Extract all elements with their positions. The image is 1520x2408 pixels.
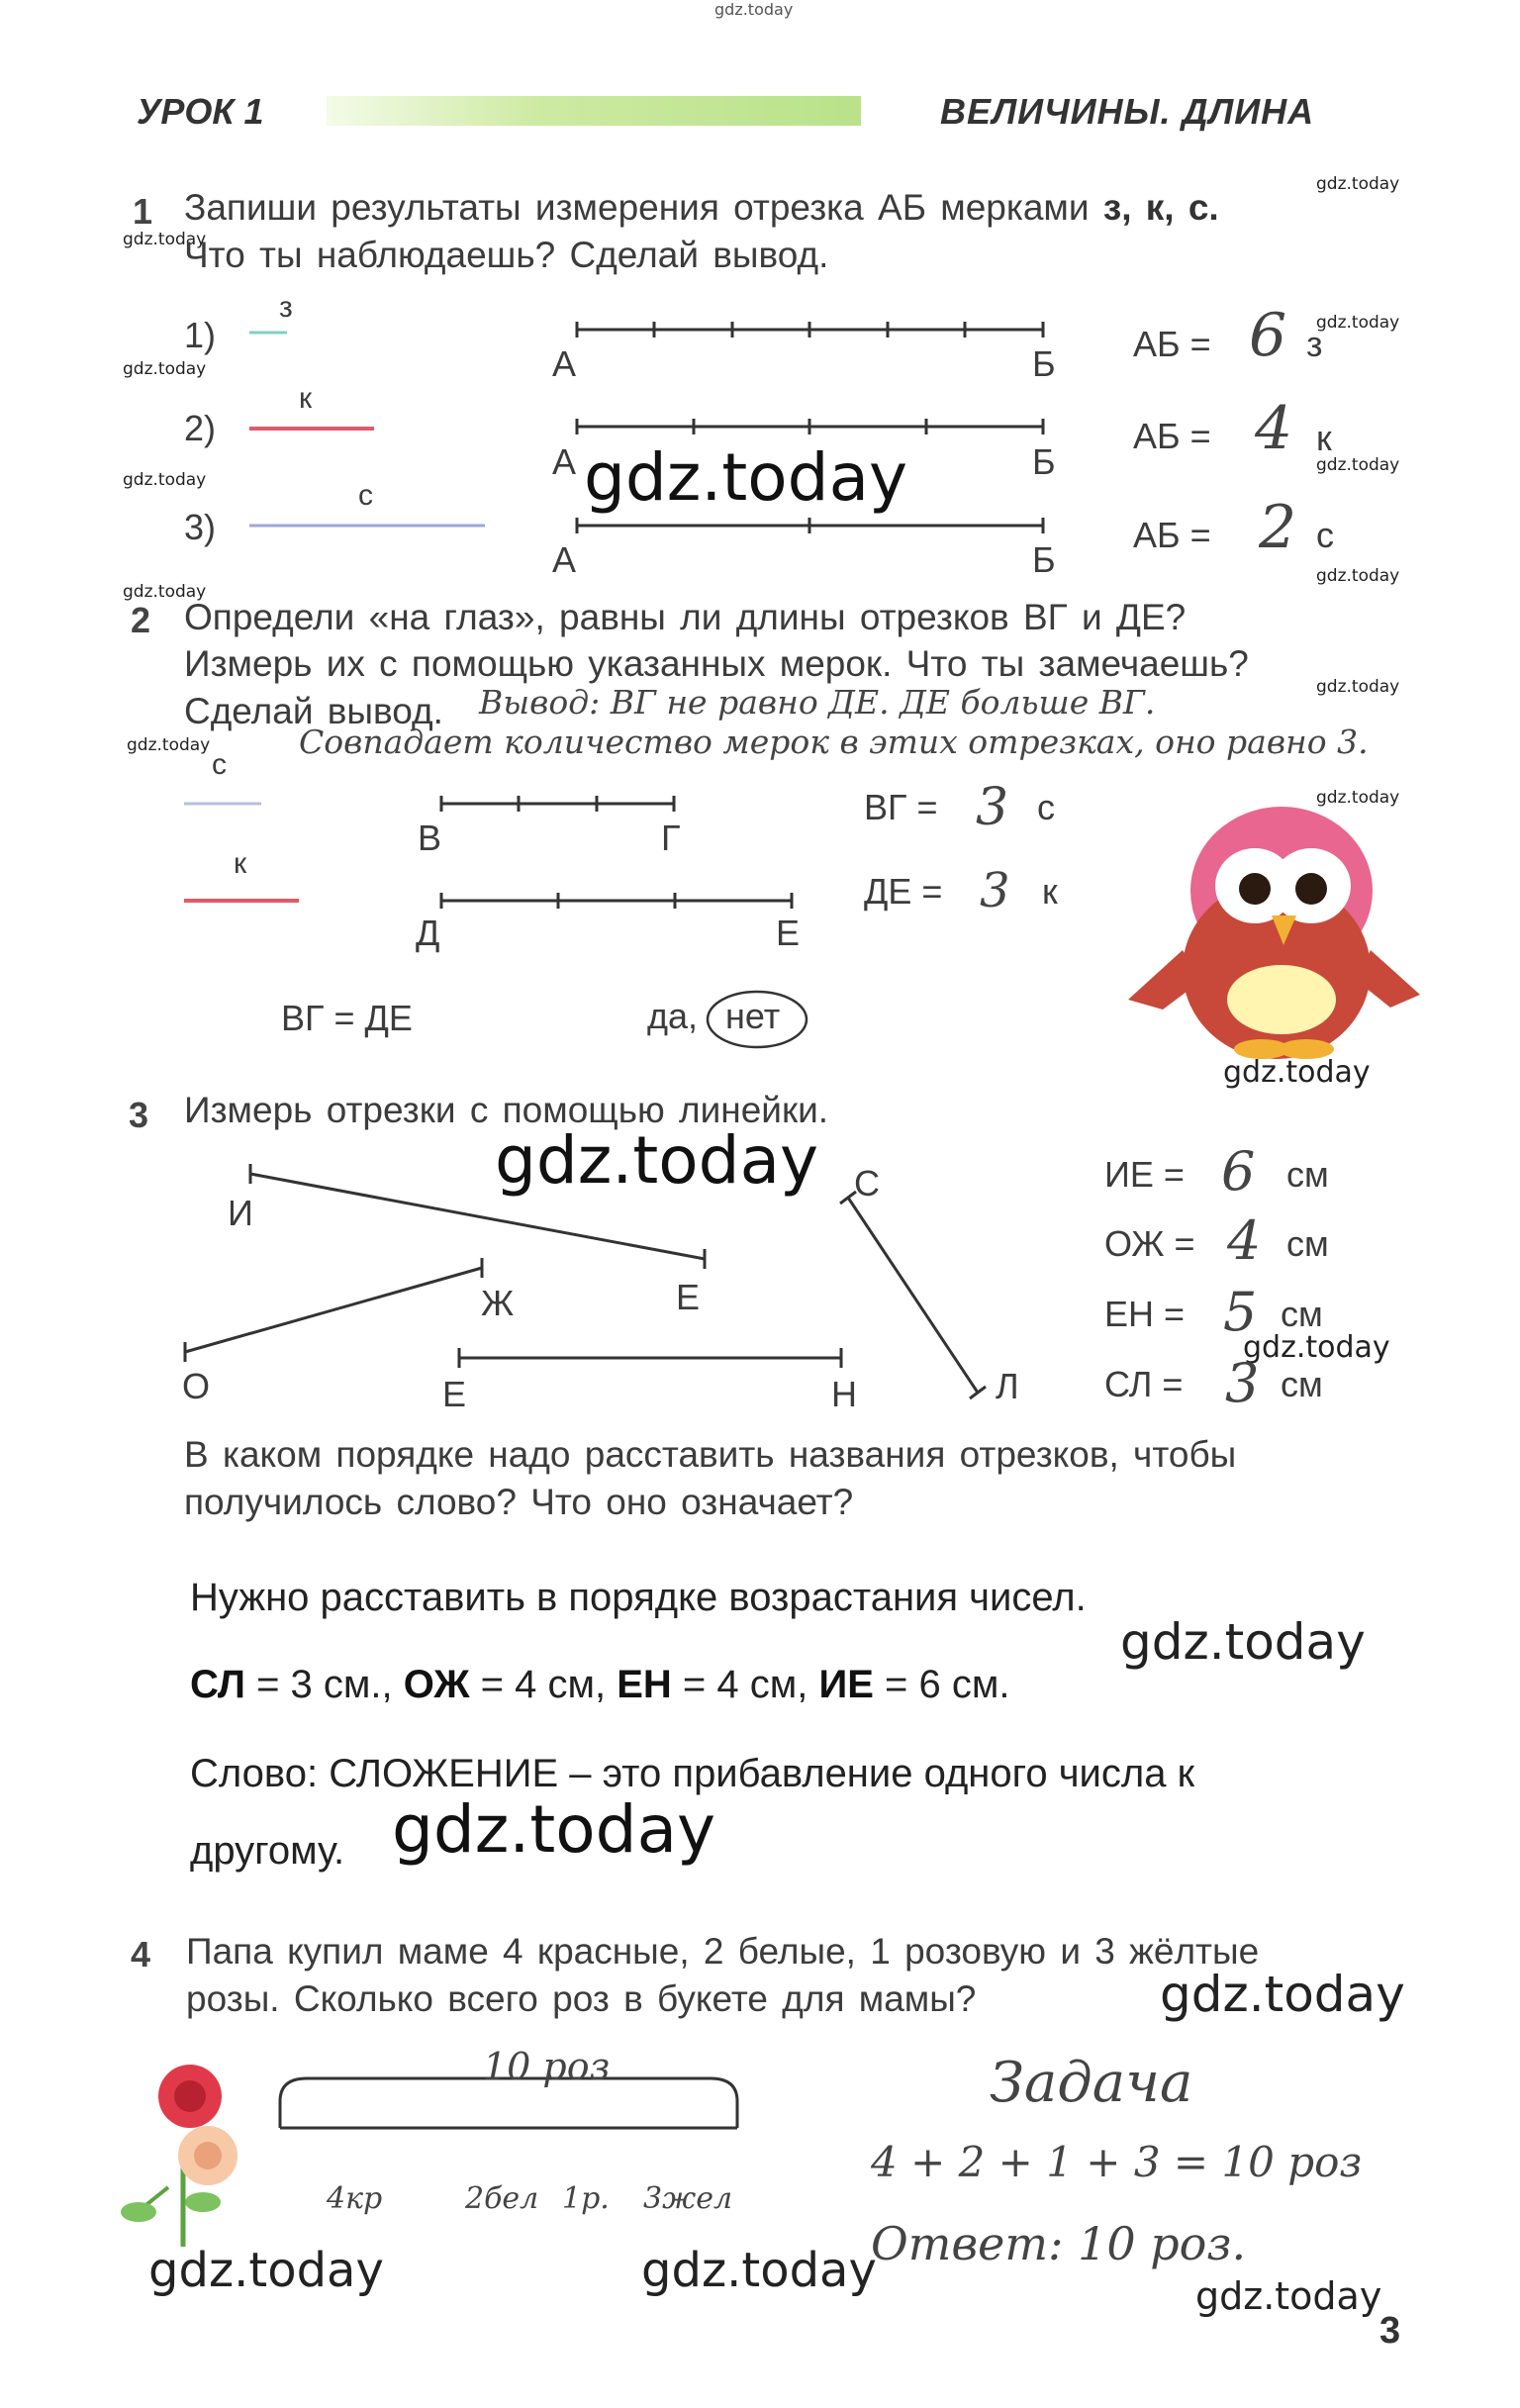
task4-line1: Папа купил маме 4 красные, 2 белые, 1 розовую и 3 жёлтые: [186, 1931, 1260, 1972]
point-label: И: [228, 1193, 253, 1233]
task2-line2: Измерь их с помощью указанных мерок. Что ты замечаешь?: [184, 643, 1249, 684]
watermark-large: gdz.today: [495, 1122, 819, 1199]
handwritten-expression: 4 + 2 + 1 + 3 = 10 роз: [871, 2138, 1363, 2186]
task2-line3: Сделай вывод.: [184, 691, 443, 731]
point-label: А: [552, 343, 577, 384]
equation-label: СЛ =: [1104, 1364, 1184, 1404]
watermark: gdz.today: [127, 735, 211, 755]
unit-label: см: [1286, 1223, 1329, 1264]
unit-label: к: [1316, 418, 1332, 458]
watermark: gdz.today: [1120, 1613, 1366, 1671]
brace-part-label: 3жел: [643, 2181, 733, 2216]
answer-line-2: [190, 1663, 1009, 1707]
answer-text: = 6 см.: [873, 1663, 1010, 1706]
watermark: gdz.today: [1160, 1966, 1405, 2023]
task-number: 2: [131, 600, 151, 640]
option-no: нет: [725, 996, 781, 1036]
unit-label: к: [1042, 871, 1058, 912]
handwritten-value: 4: [1227, 1209, 1262, 1272]
handwritten-conclusion-1: Вывод: ВГ не равно ДЕ. ДЕ больше ВГ.: [479, 683, 1156, 722]
unit-label: з: [1306, 324, 1323, 364]
answer-line-1: Нужно расставить в порядке возрастания чисел.: [190, 1576, 1087, 1619]
task4-line2: розы. Сколько всего роз в букете для мамы?: [186, 1978, 977, 2019]
equation-label: ЕН =: [1104, 1294, 1186, 1334]
unit-label: с: [1316, 515, 1334, 555]
watermark: gdz.today: [123, 230, 207, 249]
equation-label: АБ =: [1133, 324, 1211, 364]
handwritten-value: 6: [1221, 1140, 1256, 1203]
handwritten-value: 6: [1249, 301, 1287, 370]
watermark: gdz.today: [123, 470, 207, 490]
segment-ab-2: [577, 419, 1043, 434]
option-yes: да,: [647, 996, 699, 1036]
watermark: gdz.today: [1243, 1330, 1390, 1365]
watermark-large: gdz.today: [392, 1791, 716, 1868]
handwritten-answer: Ответ: 10 роз.: [871, 2217, 1247, 2270]
point-label: Г: [661, 818, 681, 858]
watermark: gdz.today: [1316, 677, 1400, 697]
task3-question-2: получилось слово? Что оно означает?: [184, 1482, 854, 1522]
topic-title: ВЕЛИЧИНЫ. ДЛИНА: [940, 91, 1315, 132]
segment-ab-3: [577, 518, 1043, 533]
task1-measures: з, к, с.: [1102, 187, 1219, 228]
row-index: 1): [184, 315, 217, 355]
page-number: 3: [1379, 2310, 1401, 2352]
row-index: 2): [184, 408, 217, 448]
equation-label: АБ =: [1133, 416, 1211, 456]
task2-line1: Определи «на глаз», равны ли длины отрезков ВГ и ДЕ?: [184, 597, 1187, 637]
segment-de: [441, 893, 792, 909]
lesson-title: УРОК 1: [137, 91, 264, 132]
watermark: gdz.today: [1316, 313, 1400, 333]
watermark: gdz.today: [148, 2243, 384, 2298]
handwritten-value: 2: [1259, 493, 1297, 562]
task3-line1: Измерь отрезки с помощью линейки.: [184, 1090, 829, 1130]
segment-ab-1: [577, 322, 1043, 337]
segment-en: [459, 1348, 841, 1368]
measure-label: з: [279, 291, 293, 324]
answer-bold: СЛ: [190, 1663, 245, 1706]
task-number: 3: [129, 1095, 149, 1135]
watermark: gdz.today: [1195, 2274, 1382, 2318]
comparison-label: ВГ = ДЕ: [281, 998, 413, 1038]
point-label: Б: [1032, 441, 1056, 482]
watermark: gdz.today: [1223, 1055, 1371, 1090]
answer-bold: ИЕ: [818, 1663, 874, 1706]
point-label: Ж: [481, 1283, 515, 1323]
equation-label: ДЕ =: [864, 871, 943, 912]
unit-label: см: [1286, 1154, 1329, 1195]
measure-label: к: [299, 382, 313, 415]
point-label: Б: [1032, 539, 1056, 580]
point-label: С: [854, 1163, 880, 1204]
watermark: gdz.today: [123, 359, 207, 379]
watermark: gdz.today: [1316, 566, 1400, 586]
unit-label: см: [1281, 1364, 1323, 1404]
handwritten-value: 3: [1225, 1352, 1260, 1414]
task1-line1-text: Запиши результаты измерения отрезка АБ мерками: [184, 187, 1103, 228]
point-label: Д: [416, 913, 440, 953]
task1-line1: [184, 184, 1219, 231]
measure-label: к: [234, 847, 247, 880]
point-label: В: [418, 818, 442, 858]
owl-illustration: [1128, 807, 1420, 1059]
point-label: Б: [1032, 343, 1056, 384]
watermark-top: gdz.today: [714, 0, 794, 19]
equation-label: ИЕ =: [1104, 1154, 1185, 1195]
brace-part-label: 4кр: [327, 2181, 383, 2216]
answer-line-3: Слово: СЛОЖЕНИЕ – это прибавление одного числа к: [190, 1752, 1195, 1795]
unit-label: см: [1281, 1294, 1323, 1334]
handwritten-value: 3: [976, 778, 1009, 837]
brace-total-label: 10 роз: [483, 2045, 611, 2088]
answer-line-4: другому.: [190, 1829, 345, 1873]
segment-sl: [840, 1192, 986, 1398]
equation-label: ВГ =: [864, 787, 938, 827]
task1-line2: Что ты наблюдаешь? Сделай вывод.: [184, 235, 829, 275]
answer-bold: ОЖ: [403, 1663, 470, 1706]
point-label: Л: [996, 1366, 1019, 1406]
brace-part-label: 1р.: [562, 2181, 610, 2216]
handwritten-value: 5: [1223, 1281, 1258, 1343]
watermark: gdz.today: [123, 582, 207, 602]
brace-part-label: 2бел: [465, 2181, 539, 2216]
handwritten-value: 4: [1255, 394, 1293, 463]
equation-label: АБ =: [1133, 515, 1211, 555]
roses-illustration: [121, 2065, 238, 2247]
point-label: О: [182, 1366, 211, 1406]
handwritten-value: 3: [980, 863, 1010, 918]
unit-label: с: [1037, 787, 1055, 827]
segment-ozh: [185, 1258, 482, 1362]
watermark: gdz.today: [1316, 174, 1400, 194]
measure-label: с: [212, 748, 227, 781]
equation-label: ОЖ =: [1104, 1223, 1195, 1264]
point-label: Н: [831, 1374, 857, 1414]
watermark: gdz.today: [1316, 455, 1400, 475]
point-label: Е: [442, 1374, 467, 1414]
row-index: 3): [184, 507, 217, 547]
watermark: gdz.today: [641, 2243, 877, 2298]
watermark-large: gdz.today: [584, 439, 908, 516]
watermark: gdz.today: [1316, 788, 1400, 808]
measure-label: с: [358, 479, 373, 512]
point-label: А: [552, 539, 577, 580]
point-label: А: [552, 441, 577, 482]
answer-text: = 4 см,: [671, 1663, 819, 1706]
answer-text: = 4 см,: [469, 1663, 618, 1706]
task3-question-1: В каком порядке надо расставить названия отрезков, чтобы: [184, 1434, 1237, 1475]
point-label: Е: [676, 1277, 701, 1317]
segment-vg: [441, 796, 674, 812]
task-number: 4: [131, 1934, 151, 1975]
answer-text: = 3 см.,: [244, 1663, 404, 1706]
point-label: Е: [776, 913, 801, 953]
answer-bold: ЕН: [617, 1663, 672, 1706]
task-number: 1: [133, 191, 153, 232]
handwritten-conclusion-2: Совпадает количество мерок в этих отрезках, оно равно 3.: [299, 722, 1369, 761]
handwritten-title: Задача: [990, 2051, 1193, 2115]
